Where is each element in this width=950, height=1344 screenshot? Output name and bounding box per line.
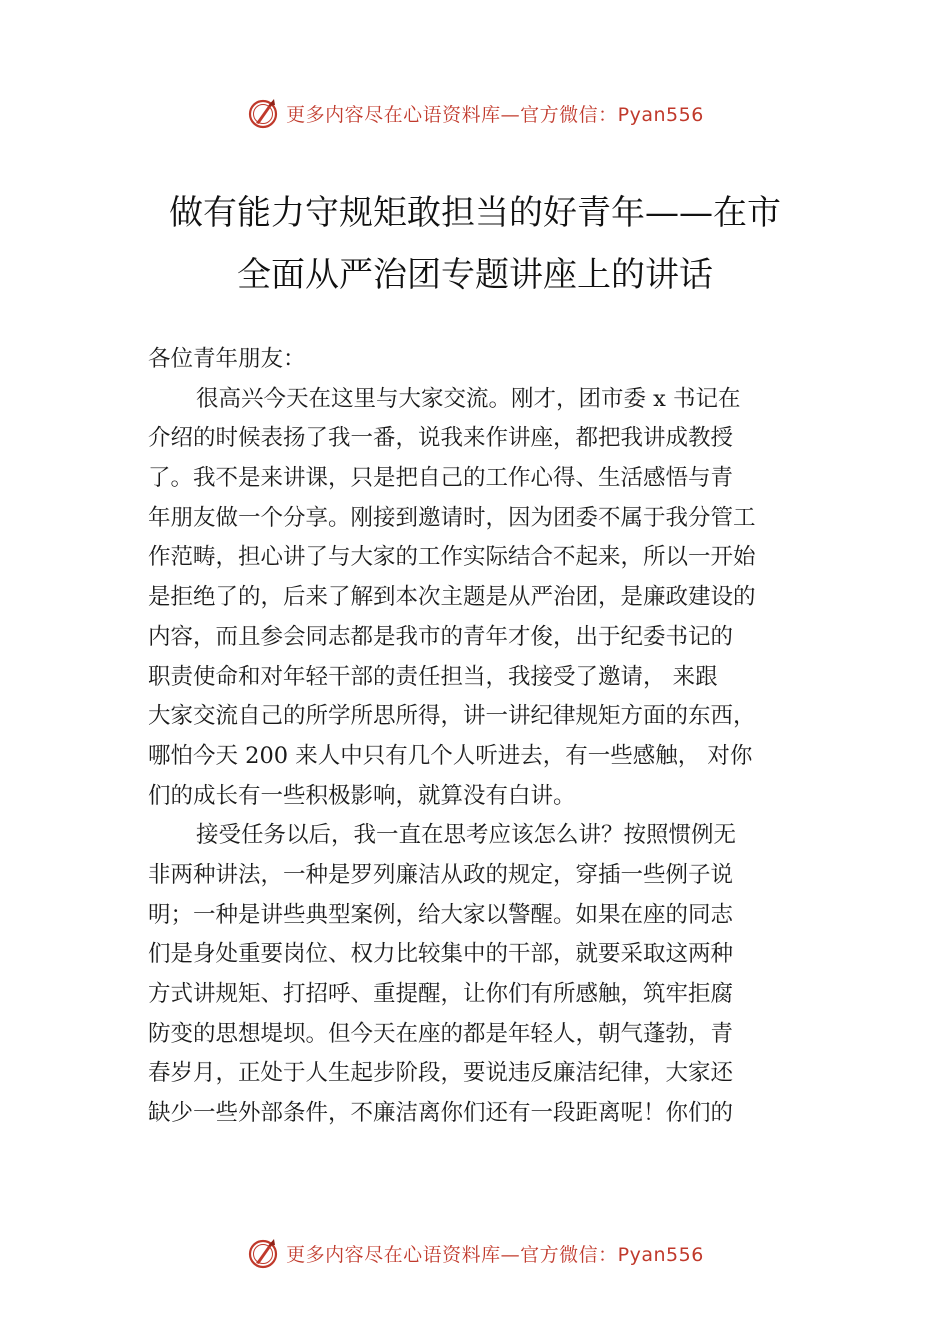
salutation: 各位青年朋友： bbox=[148, 346, 306, 372]
paragraph-1-line: 了。我不是来讲课，只是把自己的工作心得、生活感悟与青 bbox=[148, 465, 734, 492]
paragraph-2-line: 方式讲规矩、打招呼、重提醒，让你们有所感触，筑牢拒腐 bbox=[148, 981, 734, 1007]
paragraph-2-line: 接受任务以后，我一直在思考应该怎么讲？按照惯例无 bbox=[196, 822, 737, 849]
paragraph-1-line: 哪怕今天 200 来人中只有几个人听进去，有一些感触， 对你 bbox=[148, 742, 753, 769]
header-banner bbox=[0, 93, 950, 133]
document-title bbox=[0, 182, 950, 306]
paragraph-2-line: 们是身处重要岗位、权力比较集中的干部，就要采取这两种 bbox=[148, 941, 734, 968]
quill-pen-circle-icon bbox=[246, 1236, 280, 1270]
paragraph-1-line: 很高兴今天在这里与大家交流。刚才，团市委 x 书记在 bbox=[196, 385, 741, 412]
paragraph-1-line: 们的成长有一些积极影响，就算没有白讲。 bbox=[148, 782, 576, 809]
wechat-id: Pyan556 bbox=[617, 1243, 704, 1266]
title-line-1: 做有能力守规矩敢担当的好青年——在市 bbox=[169, 193, 781, 233]
paragraph-1-line: 内容，而且参会同志都是我市的青年才俊，出于纪委书记的 bbox=[148, 623, 734, 650]
paragraph-1-line: 作范畴，担心讲了与大家的工作实际结合不起来，所以一开始 bbox=[148, 544, 756, 571]
title-line-2: 全面从严治团专题讲座上的讲话 bbox=[237, 255, 713, 295]
quill-pen-circle-icon bbox=[246, 96, 280, 130]
banner-text: 更多内容尽在心语资料库—官方微信：Pyan556 bbox=[286, 103, 704, 126]
paragraph-2-line: 明；一种是讲些典型案例，给大家以警醒。如果在座的同志 bbox=[148, 901, 734, 928]
paragraph-1-line: 介绍的时候表扬了我一番，说我来作讲座，都把我讲成教授 bbox=[148, 425, 734, 452]
paragraph-1-line: 是拒绝了的，后来了解到本次主题是从严治团，是廉政建设的 bbox=[148, 584, 756, 611]
document-body bbox=[148, 340, 828, 1134]
paragraph-1-line: 年朋友做一个分享。刚接到邀请时，因为团委不属于我分管工 bbox=[148, 504, 756, 531]
paragraph-1-line: 大家交流自己的所学所思所得，讲一讲纪律规矩方面的东西， bbox=[148, 703, 756, 730]
footer-banner bbox=[0, 1233, 950, 1273]
paragraph-1-line: 职责使命和对年轻干部的责任担当，我接受了邀请， 来跟 bbox=[148, 663, 718, 690]
paragraph-2-line: 缺少一些外部条件，不廉洁离你们还有一段距离呢！你们的 bbox=[148, 1100, 734, 1127]
paragraph-2-line: 防变的思想堤坝。但今天在座的都是年轻人，朝气蓬勃，青 bbox=[148, 1020, 734, 1047]
paragraph-2-line: 非两种讲法，一种是罗列廉洁从政的规定，穿插一些例子说 bbox=[148, 861, 734, 888]
paragraph-2-line: 春岁月，正处于人生起步阶段，要说违反廉洁纪律，大家还 bbox=[148, 1060, 734, 1087]
wechat-id: Pyan556 bbox=[617, 103, 704, 126]
banner-text: 更多内容尽在心语资料库—官方微信：Pyan556 bbox=[286, 1243, 704, 1266]
